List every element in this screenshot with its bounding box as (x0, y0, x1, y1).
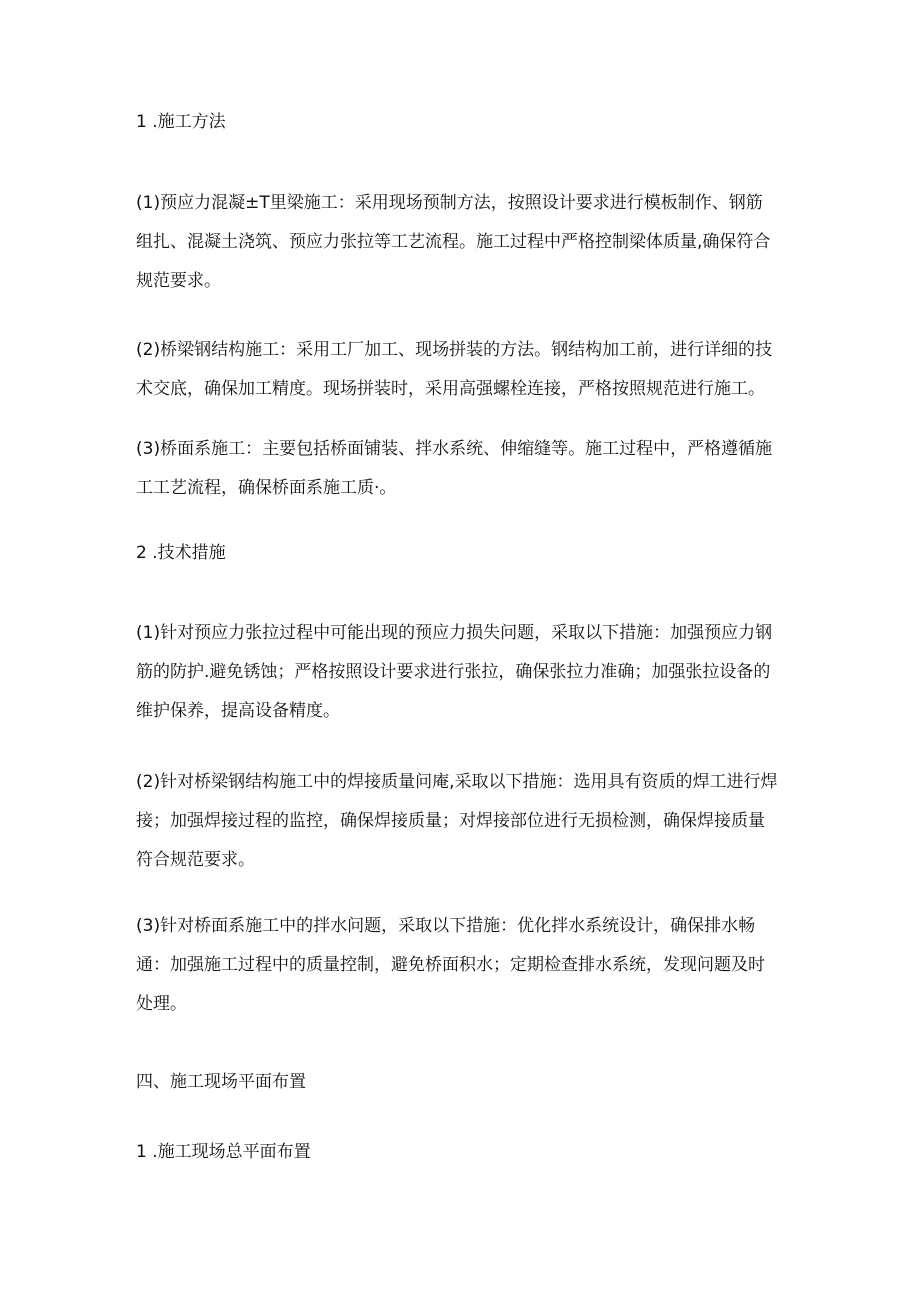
paragraph-line: (3)桥面系施工：主要包括桥面铺装、拌水系统、伸缩缝等。施工过程中，严格遵循施 (136, 439, 773, 459)
paragraph-drainage (136, 907, 786, 1024)
paragraph-steel-structure (136, 331, 786, 409)
paragraph-line: 规范要求。 (136, 271, 221, 291)
section-heading-construction-method: 1 .施工方法 (136, 112, 226, 132)
paragraph-line: (3)针对桥面系施工中的拌水问题，采取以下措施：优化拌水系统设计，确保排水畅 (136, 916, 756, 936)
paragraph-line: (2)桥梁钢结构施工：采用工厂加工、现场拼装的方法。钢结构加工前，进行详细的技 (136, 340, 773, 360)
paragraph-prestress-loss (136, 614, 786, 731)
paragraph-line: 接；加强焊接过程的监控，确保焊接质量；对焊接部位进行无损检测，确保焊接质量 (136, 811, 765, 831)
paragraph-line: 处理。 (136, 994, 187, 1014)
paragraph-line: 筋的防护.避免锈蚀；严格按照设计要求进行张拉，确保张拉力准确；加强张拉设备的 (136, 662, 771, 682)
paragraph-line: 通：加强施工过程中的质量控制，避免桥面积水；定期检查排水系统，发现问题及时 (136, 955, 765, 975)
paragraph-deck-system (136, 430, 786, 508)
section-heading-site-layout: 四、施工现场平面布置 (136, 1072, 306, 1092)
section-heading-general-layout: 1 .施工现场总平面布置 (136, 1142, 311, 1162)
paragraph-line: (1)预应力混凝±T里梁施工：采用现场预制方法，按照设计要求进行模板制作、钢筋 (136, 193, 763, 213)
paragraph-line: (1)针对预应力张拉过程中可能出现的预应力损失问题，采取以下措施：加强预应力钢 (136, 623, 773, 643)
paragraph-line: 维护保养，提高设备精度。 (136, 701, 340, 721)
paragraph-line: (2)针对桥梁钢结构施工中的焊接质量问庵,采取以下措施：选用具有资质的焊工进行焊 (136, 772, 778, 792)
paragraph-line: 术交底，确保加工精度。现场拼装时，采用高强螺栓连接，严格按照规范进行施工。 (136, 379, 765, 399)
paragraph-prestressed-beam (136, 184, 786, 301)
section-heading-technical-measures: 2 .技术措施 (136, 543, 226, 563)
paragraph-line: 符合规范要求。 (136, 850, 255, 870)
paragraph-welding-quality (136, 763, 786, 880)
paragraph-line: 工工艺流程，确保桥面系施工质·。 (136, 478, 397, 498)
paragraph-line: 组扎、混凝土浇筑、预应力张拉等工艺流程。施工过程中严格控制梁体质量,确保符合 (136, 232, 771, 252)
